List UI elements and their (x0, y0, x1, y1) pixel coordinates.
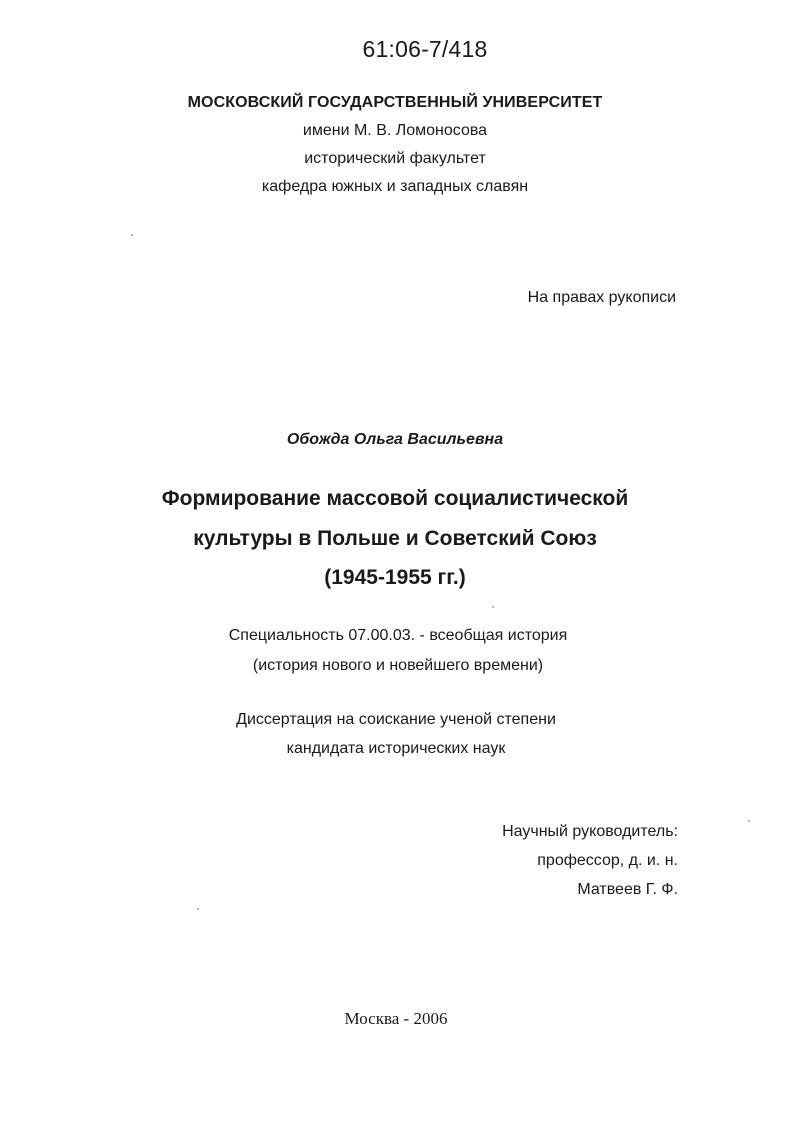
scan-speck (492, 606, 494, 608)
faculty-name: исторический факультет (304, 150, 486, 167)
department-name: кафедра южных и западных славян (261, 178, 529, 195)
degree-statement-line-1: Диссертация на соискание ученой степени (236, 711, 556, 728)
supervisor-rank: профессор, д. и. н. (537, 852, 678, 869)
scan-speck (748, 820, 750, 822)
author-name: Обожда Ольга Васильевна (286, 431, 504, 448)
university-name: МОСКОВСКИЙ ГОСУДАРСТВЕННЫЙ УНИВЕРСИТЕТ (187, 94, 603, 111)
archive-code: 61:06-7/418 (362, 36, 488, 62)
scan-speck (131, 234, 133, 236)
supervisor-label: Научный руководитель: (502, 823, 678, 840)
dissertation-title-line-2: культуры в Польше и Советский Союз (193, 527, 597, 550)
supervisor-name: Матвеев Г. Ф. (577, 881, 678, 898)
university-named-after: имени М. В. Ломоносова (302, 122, 488, 139)
specialty-subfield: (история нового и новейшего времени) (252, 657, 544, 674)
city-year: Москва - 2006 (344, 1009, 448, 1028)
dissertation-title-line-1: Формирование массовой социалистической (161, 487, 629, 510)
specialty-line: Специальность 07.00.03. - всеобщая история (228, 627, 568, 644)
dissertation-title-years: (1945-1955 гг.) (324, 566, 466, 589)
rights-notice: На правах рукописи (527, 289, 676, 306)
degree-statement-line-2: кандидата исторических наук (286, 740, 506, 757)
scan-speck (197, 908, 199, 910)
